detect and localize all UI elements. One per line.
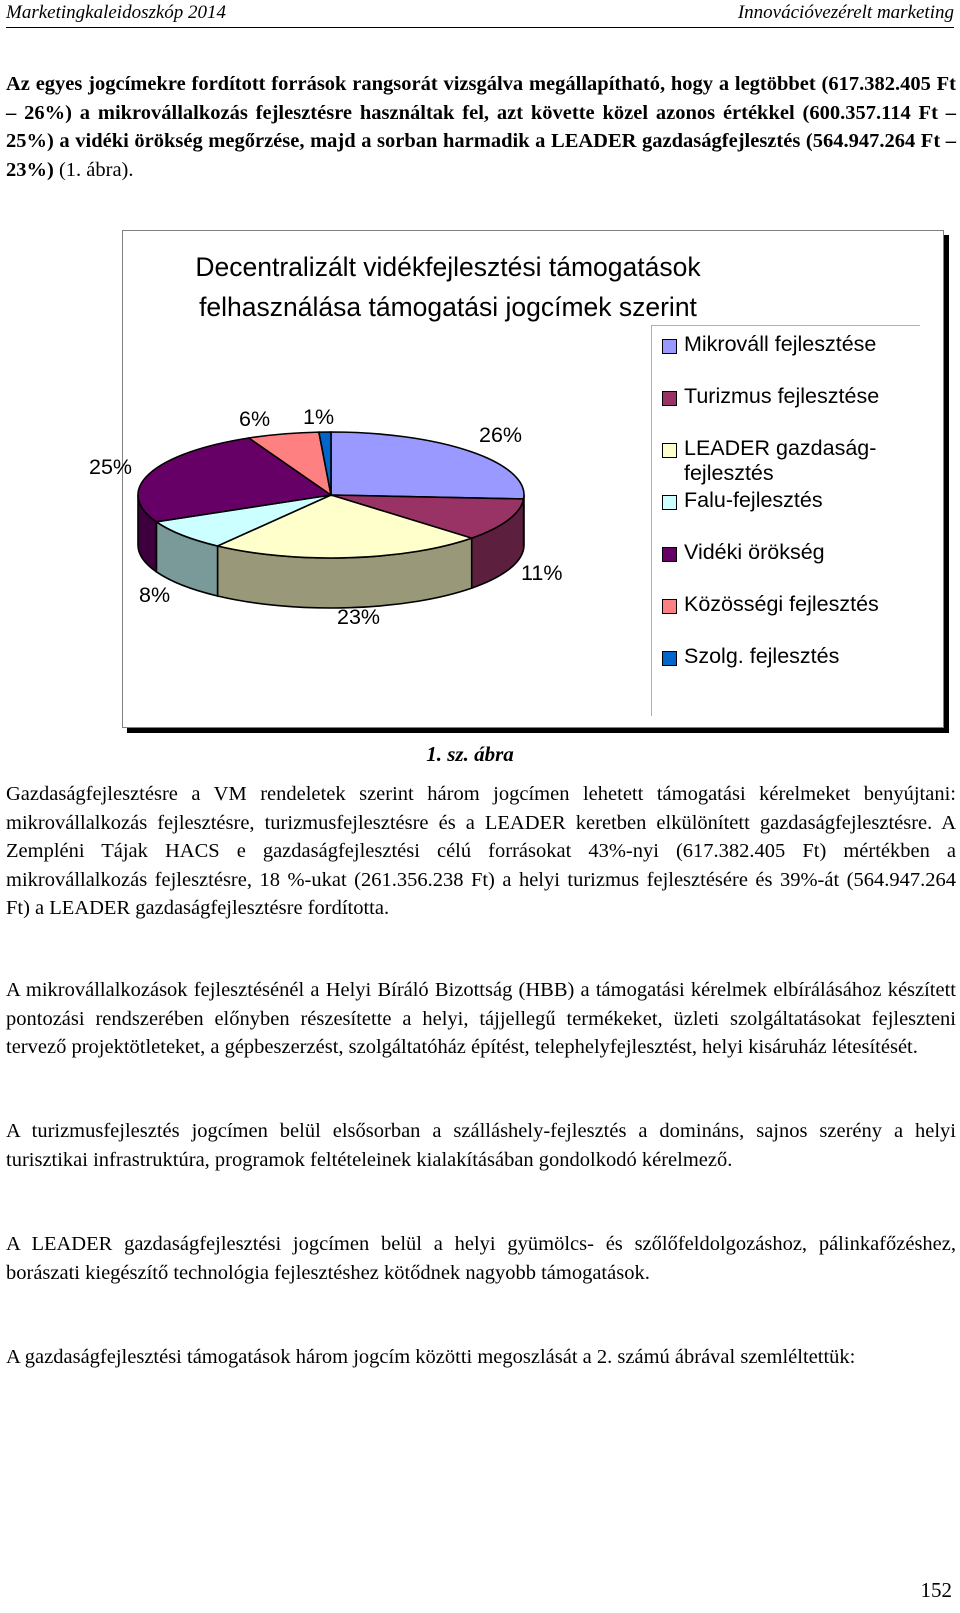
legend-label-6: Szolg. fejlesztés <box>684 644 840 668</box>
pie-label-6: 1% <box>303 405 335 429</box>
legend-swatch-0 <box>662 339 677 354</box>
legend-swatch-2 <box>662 443 677 458</box>
intro-bold: Az egyes jogcímekre fordított források rangsorát vizsgálva megállapítható, hogy a legtöbbet (617.382.405 Ft – 26%) a mikrovállalkozás fejlesztésre használtak fel, azt követte közel azonos értékkel (600.357.114 Ft – 25%) a vidéki örökség megőrzése, majd a sorban harmadik a LEADER gazdaságfejlesztés (564.947.264 Ft – 23%) <box>6 73 956 181</box>
legend-label-2: LEADER gazdaság- fejlesztés <box>684 436 877 485</box>
legend-swatch-3 <box>662 495 677 510</box>
legend-swatch-4 <box>662 547 677 562</box>
pie-label-4: 25% <box>89 455 133 479</box>
body-paragraph-1: Gazdaságfejlesztésre a VM rendeletek szerint három jogcímen lehetett támogatási kérelmeket benyújtani: mikrovállalkozás fejlesztésre, turizmusfejlesztésre és a LEADER keretben elkülönített gazdaságfejlesztésre. A Zempléni Tájak HACS e gazdaságfejlesztési célú forrásokat 43%-nyi (617.382.405 Ft) mértékben a mikrovállalkozás fejlesztésre, 18 %-ukat (261.356.238 Ft) a helyi turizmus fejlesztésére és 39%-át (564.947.264 Ft) a LEADER gazdaságfejlesztésre fordította. <box>6 783 956 919</box>
pie-label-5: 6% <box>239 407 271 431</box>
chart-title-line2: felhasználása támogatási jogcímek szerint <box>199 292 697 322</box>
header-left: Marketingkaleidoszkóp 2014 <box>6 2 227 23</box>
legend-swatch-1 <box>662 391 677 406</box>
header-right: Innovációvezérelt marketing <box>737 2 954 23</box>
pie-label-3: 8% <box>139 583 171 607</box>
pie-label-2: 23% <box>337 605 381 629</box>
chart-figure <box>89 230 944 728</box>
legend-label-5: Közösségi fejlesztés <box>684 592 879 616</box>
figure-caption: 1. sz. ábra <box>426 742 514 766</box>
page-number: 152 <box>920 1578 952 1602</box>
legend-label-0: Mikrováll fejlesztése <box>684 332 877 356</box>
body-paragraph-4: A LEADER gazdaságfejlesztési jogcímen belül a helyi gyümölcs- és szőlőfeldolgozáshoz, pálinkafőzéshez, borászati kiegészítő technológia fejlesztéshez kötődnek nagyobb támogatások. <box>6 1233 956 1284</box>
pie-label-0: 26% <box>479 423 523 447</box>
chart-title-line1: Decentralizált vidékfejlesztési támogatások <box>195 252 701 282</box>
intro-plain: (1. ábra). <box>53 158 134 181</box>
header-rule <box>6 27 954 28</box>
intro-paragraph <box>6 70 956 184</box>
legend-label-4: Vidéki örökség <box>684 540 825 564</box>
body-paragraph-2: A mikrovállalkozások fejlesztésénél a Helyi Bíráló Bizottság (HBB) a támogatási kérelmek elbírálásához készített pontozási rendszerében előnyben részesítette a helyi, tájjellegű termékeket, üzleti szolgáltatásokat fejleszteni tervező projektötleteket, a gépbeszerzést, szolgáltatóház építést, telephelyfejlesztést, helyi kisáruház létesítését. <box>6 979 956 1058</box>
body-paragraph-3: A turizmusfejlesztés jogcímen belül elsősorban a szálláshely-fejlesztés a domináns, sajnos szerény a helyi turisztikai infrastruktúra, programok feltételeinek kialakításában gondolkodó kérelmező. <box>6 1120 956 1171</box>
legend-swatch-5 <box>662 599 677 614</box>
chart-legend <box>651 325 920 716</box>
legend-label-3: Falu-fejlesztés <box>684 488 823 512</box>
legend-label-1: Turizmus fejlesztése <box>684 384 880 408</box>
legend-swatch-6 <box>662 651 677 666</box>
page-header <box>6 2 954 26</box>
body-paragraph-5: A gazdaságfejlesztési támogatások három jogcím közötti megoszlását a 2. számú ábrával szemléltettük: <box>6 1346 856 1368</box>
pie-chart <box>123 231 653 727</box>
pie-label-1: 11% <box>521 561 563 585</box>
